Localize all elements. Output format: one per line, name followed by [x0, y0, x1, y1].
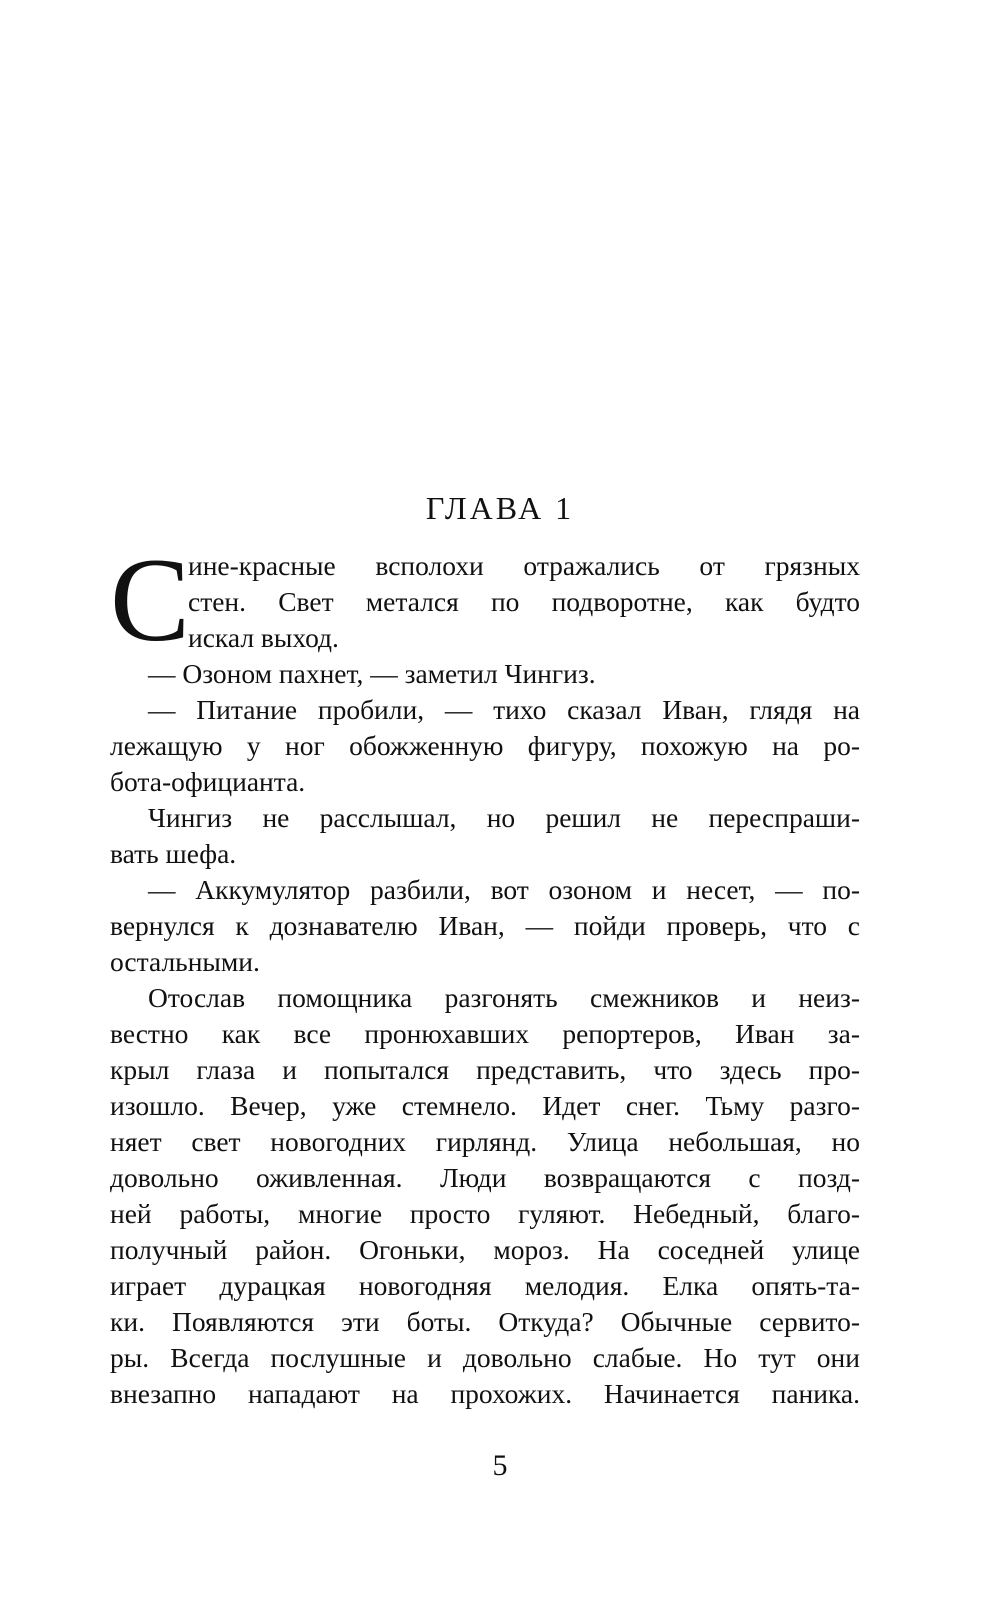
text-line: — Аккумулятор разбили, вот озоном и несет, — по-: [148, 874, 860, 905]
text-line: ней работы, многие просто гуляют. Небедный, благо-: [110, 1198, 860, 1229]
text-line: получный район. Огоньки, мороз. На соседней улице: [110, 1234, 860, 1265]
chapter-text: [110, 533, 860, 1412]
text-line: ры. Всегда послушные и довольно слабые. Но тут они: [110, 1342, 860, 1373]
text-line: бота-официанта.: [110, 766, 306, 797]
text-line: Отослав помощника разгонять смежников и неиз-: [148, 982, 860, 1013]
text-line: довольно оживленная. Люди возвращаются с позд-: [110, 1162, 860, 1193]
text-line: няет свет новогодних гирлянд. Улица небольшая, но: [110, 1126, 860, 1157]
text-line: ки. Появляются эти боты. Откуда? Обычные сервито-: [110, 1306, 860, 1337]
text-line: изошло. Вечер, уже стемнело. Идет снег. Тьму разго-: [110, 1090, 860, 1121]
text-line: вернулся к дознавателю Иван, — пойди проверь, что с: [110, 910, 860, 941]
text-line: вать шефа.: [110, 838, 237, 869]
text-line: крыл глаза и попытался представить, что здесь про-: [110, 1054, 860, 1085]
text-line: — Озоном пахнет, — заметил Чингиз.: [148, 658, 596, 689]
text-line: вестно как все пронюхавших репортеров, Иван за-: [110, 1018, 860, 1049]
text-line: лежащую у ног обожженную фигуру, похожую на ро-: [110, 730, 860, 761]
text-line: остальными.: [110, 946, 260, 977]
text-line: играет дурацкая новогодняя мелодия. Елка опять-та-: [110, 1270, 860, 1301]
text-line: внезапно нападают на прохожих. Начинается паника.: [110, 1378, 860, 1409]
chapter-title: ГЛАВА 1: [425, 490, 575, 526]
drop-cap: С: [110, 533, 191, 666]
text-line: ине-красные всполохи отражались от грязных: [188, 550, 860, 581]
text-line: Чингиз не расслышал, но решил не переспраши-: [148, 802, 860, 833]
text-line: стен. Свет метался по подворотне, как будто: [188, 586, 860, 617]
text-line: искал выход.: [188, 622, 339, 653]
text-line: — Питание пробили, — тихо сказал Иван, глядя на: [148, 694, 860, 725]
page-number: 5: [492, 1449, 508, 1482]
